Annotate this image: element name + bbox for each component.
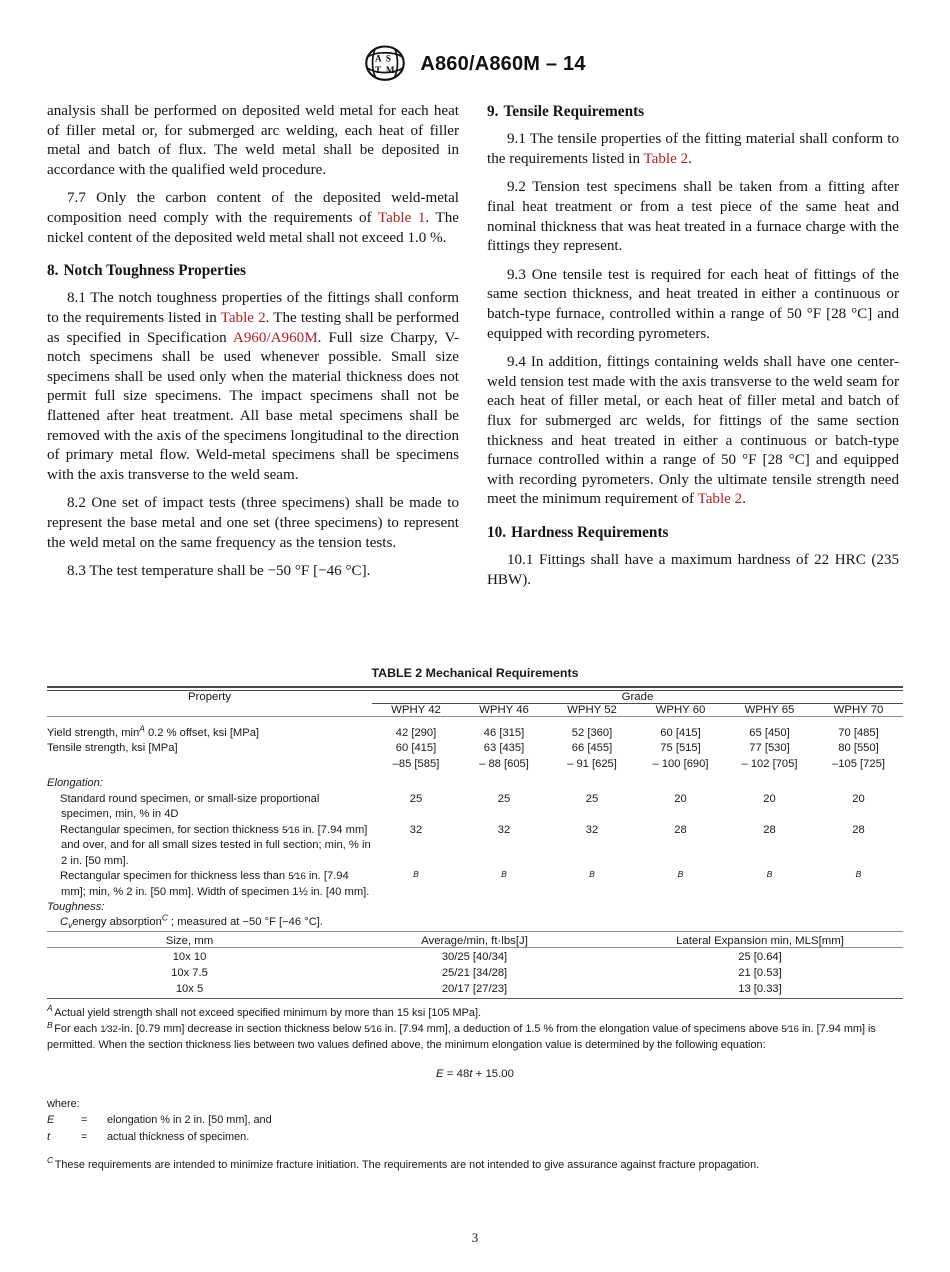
elongation-equation: [47, 1067, 903, 1083]
fraction-5-16: 5⁄16: [781, 1024, 800, 1036]
cell-size: 10x 7.5: [171, 966, 208, 979]
table-row: [47, 792, 903, 823]
row-label-yield-strength: [47, 723, 372, 741]
table-row: [47, 950, 903, 966]
cell-size: 10x 5: [175, 982, 204, 995]
cv-subscript: v: [68, 920, 73, 931]
cell-value: 66 [455]: [571, 742, 613, 755]
equation-variable-e: E: [436, 1067, 444, 1080]
astm-logo-icon: [364, 44, 406, 84]
table-2-crossref-link-9-1[interactable]: Table 2: [643, 150, 689, 167]
equation-operator: = 48: [443, 1067, 470, 1080]
cell-value: – 100 [690]: [652, 757, 709, 770]
section-9-title: Tensile Requirements: [503, 103, 645, 120]
row-label-empty: [47, 757, 372, 772]
equation-constant: + 15.00: [472, 1067, 514, 1080]
column-header-property: Property: [187, 690, 232, 703]
paragraph-7-7-text-b: . The nickel content of the deposited weld metal shall not exceed 1.0 %.: [47, 210, 459, 246]
cell-value: 32: [409, 823, 423, 836]
table-row: [47, 869, 903, 900]
table-2-crossref-link-9-4[interactable]: Table 2: [697, 491, 743, 508]
cell-value: 52 [360]: [571, 727, 613, 739]
where-symbol: E: [47, 1114, 55, 1127]
table-2-container: [47, 666, 903, 1174]
paragraph-8-2: 8.2 One set of impact tests (three specimens) shall be made to represent the base metal and one set (three specimens) to represent the weld metal on the same frequency as the tension tests.: [47, 495, 459, 551]
section-9-number: 9.: [487, 103, 499, 120]
toughness-column-header-average: Average/min, ft·lbs[J]: [421, 935, 528, 948]
table-header-bottom-rule: [47, 716, 903, 726]
footnote-a: [47, 1003, 903, 1021]
cell-value: – 88 [605]: [479, 757, 529, 770]
paragraph-9-3: 9.3 One tensile test is required for each heat of fittings of the same section thickness, and heat treated in either a continuous or batch-type furnace, controlled within a range of 50 °F [28 °C] and equipped with recording pyrometers.: [487, 266, 899, 342]
cell-value-footnote-b: B: [855, 869, 862, 880]
cell-value: 70 [485]: [838, 727, 879, 739]
where-definition: actual thickness of specimen.: [107, 1131, 250, 1144]
row-label-text: Standard round specimen, or small-size proportional specimen, min, % in 4D: [60, 792, 320, 821]
footnote-b-marker: B: [47, 1019, 53, 1030]
group-heading-elongation: Elongation:: [47, 777, 103, 790]
svg-text:T: T: [375, 65, 382, 76]
where-equals: =: [81, 1131, 88, 1144]
grade-column-header: WPHY 60: [655, 703, 706, 716]
cell-lateral: 21 [0.53]: [738, 966, 782, 979]
footnote-c-text: These requirements are intended to minimize fracture initiation. The requirements are not intended to give assurance against fracture propagation.: [54, 1158, 760, 1171]
page-number: 3: [471, 1230, 479, 1245]
cell-value: 20: [852, 792, 865, 805]
row-label-part2: in. [7.94 mm] and over, and for all small sizes tested in full section; min, % in 2 in. [50 mm].: [61, 823, 371, 867]
cell-size: 10x 10: [172, 950, 207, 963]
section-10-title: Hardness Requirements: [511, 524, 669, 542]
grade-column-header: WPHY 42: [391, 703, 441, 716]
paragraph-7-6-continued: analysis shall be performed on deposited weld metal for each heat of filler metal or, for submerged arc welding, each heat of filler metal and batch of flux. The weld metal shall be deposited in accordance with the qualified weld procedure.: [47, 103, 459, 178]
where-equals: =: [81, 1114, 88, 1127]
cell-average: 20/17 [27/23]: [441, 982, 508, 995]
cell-value-footnote-b: B: [501, 869, 507, 880]
cell-value-footnote-b: B: [766, 869, 773, 880]
fraction-5-16: 5⁄16: [288, 871, 306, 883]
cell-value-footnote-b: B: [413, 869, 419, 880]
paragraph-8-3: 8.3 The test temperature shall be −50 °F [−46 °C].: [67, 563, 371, 580]
cell-value: 63 [435]: [483, 742, 525, 755]
where-definition: elongation % in 2 in. [50 mm], and: [107, 1114, 272, 1127]
section-9-heading: [487, 102, 899, 121]
table-row: [47, 726, 903, 741]
cell-value: 20: [674, 792, 687, 805]
table-row: [47, 966, 903, 982]
footnote-b: [47, 1019, 903, 1053]
standard-designation: A860/A860M – 14: [420, 52, 586, 75]
cell-value: 80 [550]: [838, 742, 879, 755]
paragraph-9-4-text-a: 9.4 In addition, fittings containing welds shall have one center-weld tension test made with the axis transverse to the weld seam for each heat of filler metal, or each heat of filler metal and batch of flux for submerged arc welds, for fittings of the same section thickness and heat treated in either a continuous or batch-type furnace controlled within a range of 50 °F [28 °C] and equipped with recording pyrometers. Only the ultimate tensile strength need meet the minimum requirement of: [487, 354, 899, 508]
row-label-rectangular-specimen-less: [47, 869, 372, 900]
cv-text: energy absorption: [72, 916, 162, 929]
where-row: [47, 1113, 272, 1130]
cell-value: 25: [409, 792, 423, 805]
grade-column-header: WPHY 46: [479, 703, 529, 716]
footnote-c-marker: C: [47, 1155, 54, 1166]
row-label-part1: Rectangular specimen, for section thickness: [60, 823, 282, 836]
table-2-title: TABLE 2 Mechanical Requirements: [371, 666, 579, 680]
paragraph-7-7: [47, 189, 459, 248]
body-columns: [0, 90, 950, 599]
section-8-title: Notch Toughness Properties: [63, 262, 246, 280]
footnote-b-text-3: in. [7.94 mm], a deduction of 1.5 % from the elongation value of specimens above: [381, 1023, 782, 1036]
cell-lateral: 25 [0.64]: [738, 950, 782, 963]
paragraph-9-4: [487, 353, 899, 510]
fraction-1-32: 1⁄32: [100, 1024, 118, 1036]
footnote-a-marker: A: [47, 1003, 53, 1014]
right-column: [487, 102, 899, 599]
row-label-rectangular-specimen-over: [47, 823, 372, 869]
paragraph-8-1: [47, 289, 459, 485]
cell-value: 60 [415]: [395, 742, 437, 755]
toughness-column-header-lateral: Lateral Expansion min, MLS[mm]: [676, 935, 844, 948]
cell-value: 65 [450]: [749, 727, 790, 739]
footnote-marker-a: A: [139, 723, 145, 734]
cv-text-post: ; measured at −50 °F [−46 °C].: [167, 916, 323, 929]
paragraph-9-1-text-b: .: [688, 150, 692, 167]
table-row: [47, 982, 903, 998]
paragraph-9-2: 9.2 Tension test specimens shall be taken from a fitting after final heat treatment or from a test piece of the same heat and nominal thickness that was heat treated in a furnace charge with the fittings they represent.: [487, 179, 899, 255]
table-row: [47, 823, 903, 869]
cell-value: –105 [725]: [832, 757, 885, 770]
row-label-text-post: 0.2 % offset, ksi [MPa]: [144, 727, 260, 739]
toughness-column-header-size: Size, mm: [165, 935, 214, 948]
cell-value: 60 [415]: [660, 727, 701, 739]
equation-variable-t: t: [469, 1067, 473, 1080]
table-row-toughness-heading: [47, 900, 903, 915]
section-10-heading: [487, 523, 899, 542]
cv-symbol: C: [60, 916, 69, 929]
row-label-cv-energy-absorption: [47, 912, 903, 931]
where-symbol: t: [47, 1131, 51, 1144]
toughness-header-row: [47, 935, 903, 948]
cell-value: – 102 [705]: [741, 757, 798, 770]
paragraph-8-1-text-c: . Full size Charpy, V-notch specimens shall be used whenever possible. Small size specimens shall be used only when the material thickness does not permit full size specimens. The impact specimens shall not be flattened after heat treatment. All base metal specimens shall be removed with the axis of the specimens longitudinal to the direction of primary metal flow. Weld-metal specimens shall be specimens with the axis transverse to the weld seam.: [47, 329, 460, 483]
table-2-crossref-link-8-1[interactable]: Table 2: [220, 309, 266, 326]
cell-average: 30/25 [40/34]: [441, 950, 508, 963]
cell-value-footnote-b: B: [677, 869, 684, 880]
where-definitions-table: [47, 1113, 272, 1148]
paragraph-10-1: 10.1 Fittings shall have a maximum hardness of 22 HRC (235 HBW).: [487, 552, 899, 588]
left-column: [47, 102, 459, 599]
a960-crossref-link[interactable]: A960/A960M: [232, 329, 318, 346]
fraction-5-16: 5⁄16: [282, 824, 300, 836]
table-footnotes: [47, 1003, 903, 1173]
paragraph-9-1: [487, 130, 899, 169]
section-10-number: 10.: [487, 524, 507, 542]
row-label-tensile-strength: Tensile strength, ksi [MPa]: [47, 742, 178, 755]
row-label-standard-round-specimen: [47, 792, 372, 823]
fraction-5-16: 5⁄16: [364, 1024, 382, 1036]
column-header-grade: Grade: [372, 690, 903, 703]
cell-value: 28: [852, 823, 865, 836]
paragraph-7-7-text-a: 7.7 Only the carbon content of the deposited weld-metal composition need comply with the requirements of: [47, 190, 459, 227]
cell-value-footnote-b: B: [589, 869, 595, 880]
svg-text:S: S: [386, 53, 392, 64]
footnote-b-text-1: For each: [54, 1023, 101, 1036]
cell-value: 46 [315]: [483, 727, 525, 739]
cell-value: 32: [497, 823, 511, 836]
table-row-cv-energy: [47, 915, 903, 931]
cell-value: 42 [290]: [395, 727, 437, 739]
row-label-text: [47, 869, 372, 900]
where-row: [47, 1130, 272, 1147]
table-row: [47, 741, 903, 756]
cell-lateral: 13 [0.33]: [738, 982, 782, 995]
footnote-b-text-2: -in. [0.79 mm] decrease in section thickness below: [117, 1023, 365, 1036]
cell-value: 75 [515]: [660, 742, 701, 755]
cell-value: –85 [585]: [392, 757, 440, 770]
paragraph-9-1-text-a: 9.1 The tensile properties of the fitting material shall conform to the requirements listed in: [487, 131, 899, 167]
toughness-bottom-rule: [47, 998, 903, 1003]
section-8-heading: [47, 261, 459, 280]
cell-average: 25/21 [34/28]: [441, 966, 508, 979]
paragraph-9-4-text-b: .: [742, 491, 746, 508]
cell-value: 28: [674, 823, 687, 836]
footnote-b-text-4: in. [7.94 mm] is permitted. When the section thickness lies between two values defined above, the minimum elongation value is determined by the following equation:: [47, 1023, 876, 1051]
svg-text:A: A: [375, 53, 382, 64]
footnote-marker-c: C: [161, 912, 168, 923]
cell-value: 20: [763, 792, 776, 805]
row-label-text: Yield strength, min: [47, 727, 140, 739]
row-label-text: [47, 912, 903, 931]
section-8-number: 8.: [47, 262, 59, 280]
row-label-part2: in. [7.94 mm]; min, % 2 in. [50 mm]. Width of specimen 1½ in. [40 mm].: [61, 870, 370, 898]
where-label: where:: [47, 1097, 80, 1110]
paragraph-8-1-text-b: . The testing shall be performed as specified in Specification: [47, 309, 459, 346]
toughness-subtable: [47, 935, 903, 1003]
cell-value: 25: [585, 792, 599, 805]
row-label-part1: Rectangular specimen for thickness less than: [60, 870, 289, 883]
grade-column-header: WPHY 52: [567, 703, 617, 716]
cell-value: 25: [497, 792, 511, 805]
footnote-c: [47, 1155, 903, 1173]
table-row-tensile-range: [47, 757, 903, 772]
group-heading-toughness: Toughness:: [47, 900, 105, 913]
svg-text:M: M: [386, 65, 395, 76]
table-2-mechanical-requirements: [47, 686, 903, 935]
row-label-text: [47, 823, 372, 869]
table-row-elongation-heading: [47, 772, 903, 791]
paragraph-8-1-text-a: 8.1 The notch toughness properties of the fittings shall conform to the requirements listed in: [47, 290, 459, 326]
cell-value: 77 [530]: [749, 742, 790, 755]
page-header: [0, 0, 950, 90]
cell-value: 32: [585, 823, 599, 836]
cell-value: 28: [763, 823, 776, 836]
grade-column-header: WPHY 70: [833, 703, 884, 716]
table-1-crossref-link[interactable]: Table 1: [377, 210, 426, 227]
table-header-row-1: [47, 690, 903, 703]
cell-value: – 91 [625]: [567, 757, 617, 770]
footnote-a-text: Actual yield strength shall not exceed specified minimum by more than 15 ksi [105 MPa].: [54, 1007, 481, 1020]
grade-column-header: WPHY 65: [744, 703, 795, 716]
